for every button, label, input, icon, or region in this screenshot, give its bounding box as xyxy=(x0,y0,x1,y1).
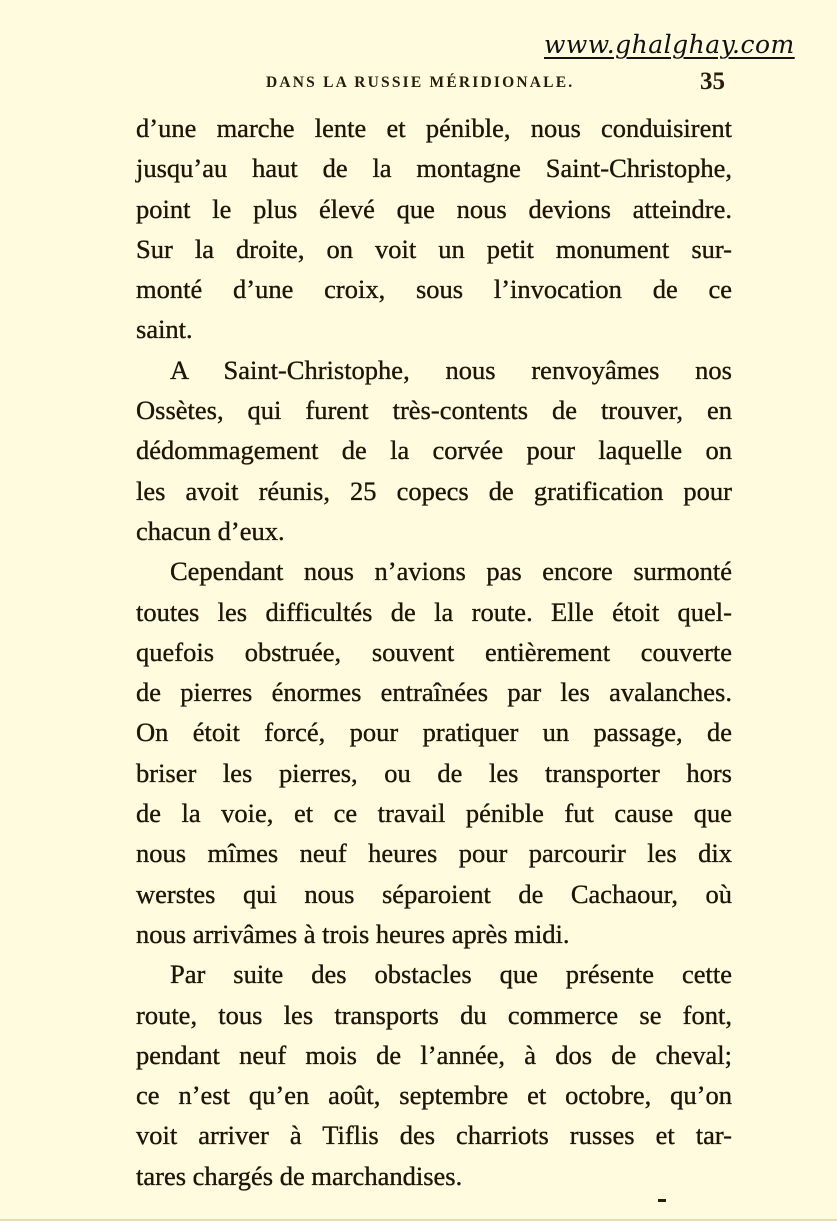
text-line: tares chargés de marchandises. xyxy=(136,1160,463,1191)
text-line: Sur la droite, on voit un petit monument sur- xyxy=(136,233,732,264)
text-line: Cependant nous n’avions pas encore surmonté xyxy=(170,556,732,587)
text-line: nous arrivâmes à trois heures après midi. xyxy=(136,918,570,949)
signature-mark xyxy=(658,1199,666,1202)
text-line: point le plus élevé que nous devions atteindre. xyxy=(136,193,732,224)
text-line: voit arriver à Tiflis des charriots russes et tar- xyxy=(136,1120,732,1151)
page-body xyxy=(136,108,732,1196)
text-line: d’une marche lente et pénible, nous conduisirent xyxy=(136,113,732,143)
text-line: route, tous les transports du commerce se font, xyxy=(136,999,732,1030)
text-line: quefois obstruée, souvent entièrement couverte xyxy=(136,636,732,667)
text-line: A Saint-Christophe, nous renvoyâmes nos xyxy=(170,354,732,385)
paragraph xyxy=(136,350,732,551)
watermark-url[interactable]: www.ghalghay.com xyxy=(544,30,795,59)
text-line: saint. xyxy=(136,314,193,345)
text-line: werstes qui nous séparoient de Cachaour, où xyxy=(136,878,732,909)
text-line: toutes les difficultés de la route. Elle étoit quel- xyxy=(136,596,732,627)
text-line: On étoit forcé, pour pratiquer un passage, de xyxy=(136,717,732,748)
text-line: les avoit réunis, 25 copecs de gratification pour xyxy=(136,475,732,506)
text-line: chacun d’eux. xyxy=(136,515,285,546)
paragraph xyxy=(136,954,732,1196)
text-line: Ossètes, qui furent très-contents de trouver, en xyxy=(136,395,732,426)
running-head: DANS LA RUSSIE MÉRIDIONALE. xyxy=(266,74,575,91)
text-line: monté d’une croix, sous l’invocation de ce xyxy=(136,274,732,305)
text-line: dédommagement de la corvée pour laquelle on xyxy=(136,435,732,466)
text-line: Par suite des obstacles que présente cette xyxy=(170,959,732,990)
text-line: briser les pierres, ou de les transporter hors xyxy=(136,757,732,788)
text-line: nous mîmes neuf heures pour parcourir les dix xyxy=(136,838,732,869)
paragraph xyxy=(136,108,732,350)
text-line: jusqu’au haut de la montagne Saint-Christophe, xyxy=(136,153,732,184)
paragraph xyxy=(136,551,732,954)
text-line: ce n’est qu’en août, septembre et octobre, qu’on xyxy=(136,1080,732,1111)
text-line: de la voie, et ce travail pénible fut cause que xyxy=(136,798,732,829)
text-line: de pierres énormes entraînées par les avalanches. xyxy=(136,677,732,708)
text-line: pendant neuf mois de l’année, à dos de cheval; xyxy=(136,1039,732,1070)
page-number: 35 xyxy=(700,68,725,95)
